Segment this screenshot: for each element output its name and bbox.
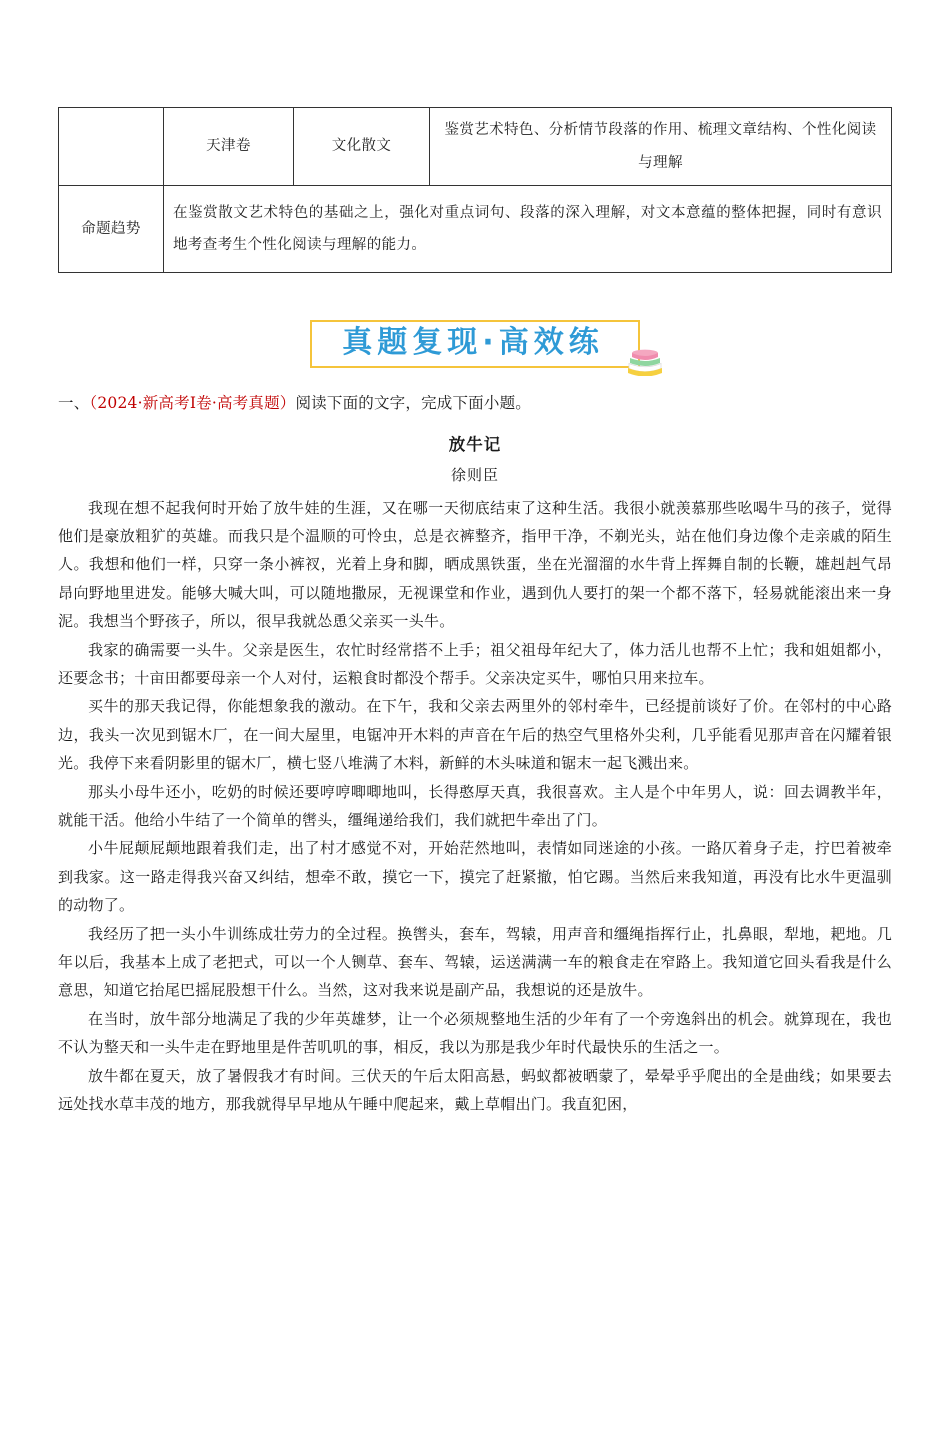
question-number: 一、 [58,394,90,413]
section-banner [58,313,892,375]
banner-title: 真题复现·高效练 [342,325,604,361]
table-row [59,186,892,273]
article-paragraph: 我家的确需要一头牛。父亲是医生，农忙时经常搭不上手；祖父祖母年纪大了，体力活儿也帮不上忙；我和姐姐都小，还要念书；十亩田都要母亲一个人对付，运粮食时都没个帮手。父亲决定买牛，哪怕只用来拉车。 [58,640,892,687]
article-paragraph: 买牛的那天我记得，你能想象我的激动。在下午，我和父亲去两里外的邻村牵牛，已经提前谈好了价。在邻村的中心路边，我头一次见到锯木厂，在一间大屋里，电锯冲开木料的声音在午后的热空气里格外尖利，几乎能看见那声音在闪耀着银光。我停下来看阴影里的锯木厂，横七竖八堆满了木料，新鲜的木头味道和锯末一起飞溅出来。 [58,697,892,773]
banner-box [310,320,639,368]
exam-info-table [58,107,892,273]
question-source: （2024·新高考Ⅰ卷·高考真题） [89,394,296,413]
article-paragraph: 那头小母牛还小，吃奶的时候还要哼哼唧唧地叫，长得憨厚天真，我很喜欢。主人是个中年男人，说：回去调教半年，就能干活。他给小牛结了一个简单的辔头，缰绳递给我们，我们就把牛牵出了门。 [58,782,892,829]
table-cell-genre: 文化散文 [294,108,430,186]
table-cell-region: 天津卷 [164,108,294,186]
book-stack-icon [622,344,668,376]
article-paragraph: 放牛都在夏天，放了暑假我才有时间。三伏天的午后太阳高悬，蚂蚁都被晒蒙了，晕晕乎乎爬出的全是曲线；如果要去远处找水草丰茂的地方，那我就得早早地从午睡中爬起来，戴上草帽出门。我直犯困， [58,1066,892,1114]
article-paragraph: 我经历了把一头小牛训练成壮劳力的全过程。换辔头，套车，驾辕，用声音和缰绳指挥行止，扎鼻眼，犁地，耙地。几年以后，我基本上成了老把式，可以一个人铡草、套车、驾辕，运送满满一车的粮食走在窄路上。我知道它回头看我是什么意思，知道它抬尾巴摇屁股想干什么。当然，这对我来说是副产品，我想说的还是放牛。 [58,924,892,1000]
article-title: 放牛记 [448,434,502,454]
table-row [59,108,892,186]
question-instruction: 阅读下面的文字，完成下面小题。 [295,394,531,413]
table-cell-trend-label: 命题趋势 [59,186,164,273]
article-paragraph: 我现在想不起我何时开始了放牛娃的生涯，又在哪一天彻底结束了这种生活。我很小就羡慕那些吆喝牛马的孩子，觉得他们是豪放粗犷的英雄。而我只是个温顺的可怜虫，总是衣裤整齐，指甲干净，不剃光头，站在他们身边像个走亲戚的陌生人。我想和他们一样，只穿一条小裤衩，光着上身和脚，晒成黑铁蛋，坐在光溜溜的水牛背上挥舞自制的长鞭，雄赳赳气昂昂向野地里进发。能够大喊大叫，可以随地撒尿，无视课堂和作业，遇到仇人要打的架一个都不落下，轻易就能滚出来一身泥。我想当个野孩子，所以，很早我就怂恿父亲买一头牛。 [58,498,892,631]
article-paragraph: 在当时，放牛部分地满足了我的少年英雄梦，让一个必须规整地生活的少年有了一个旁逸斜出的机会。就算现在，我也不认为整天和一头牛走在野地里是件苦叽叽的事，相反，我以为那是我少年时代最快乐的生活之一。 [58,1009,892,1057]
article-author: 徐则臣 [450,466,499,485]
question-prompt-line [58,389,892,418]
article-paragraph: 小牛屁颠屁颠地跟着我们走，出了村才感觉不对，开始茫然地叫，表情如同迷途的小孩。一路仄着身子走，拧巴着被牵到我家。这一路走得我兴奋又纠结，想牵不敢，摸它一下，摸完了赶紧撤，怕它踢。当然后来我知道，再没有比水牛更温驯的动物了。 [58,839,892,915]
table-cell-trend-content: 在鉴赏散文艺术特色的基础之上，强化对重点词句、段落的深入理解，对文本意蕴的整体把握，同时有意识地考查考生个性化阅读与理解的能力。 [164,186,892,273]
article-body [58,494,892,1119]
table-cell-blank [59,108,164,186]
document-page [0,107,950,1451]
table-cell-focus: 鉴赏艺术特色、分析情节段落的作用、梳理文章结构、个性化阅读与理解 [430,108,892,186]
